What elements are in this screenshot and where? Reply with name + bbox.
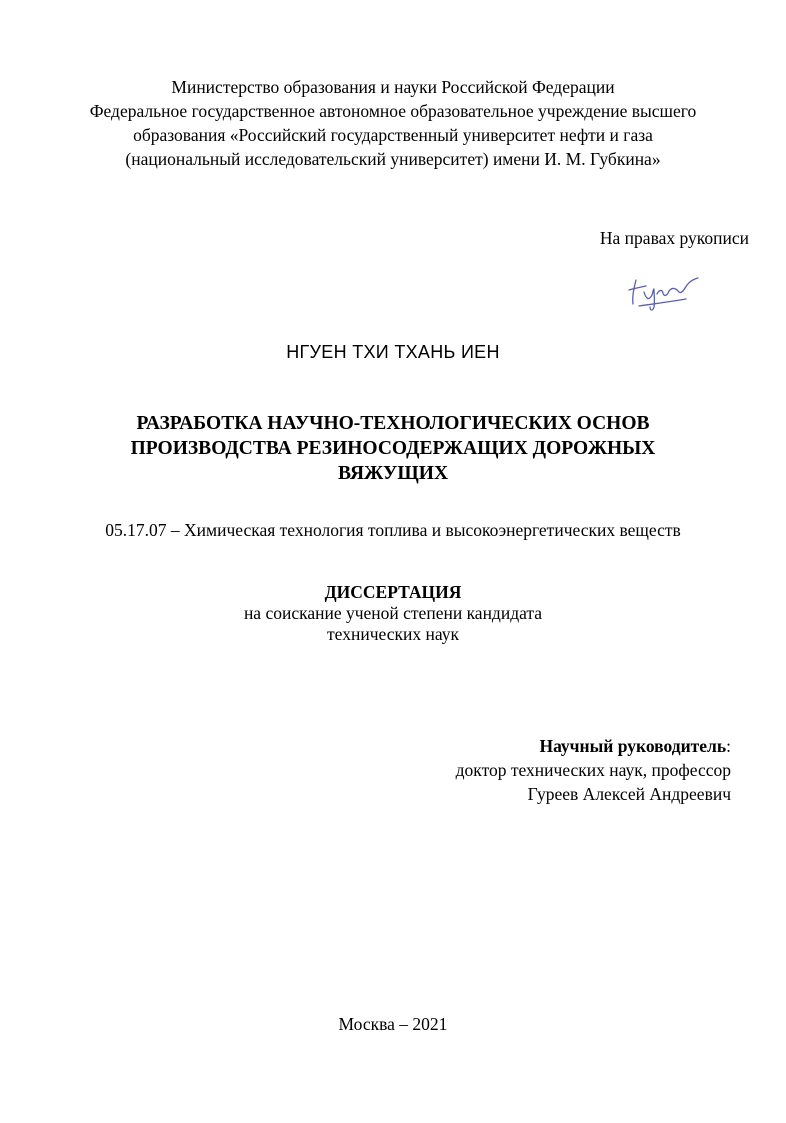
city-year: Москва – 2021 bbox=[338, 1014, 448, 1034]
manuscript-rights-label: На правах рукописи bbox=[599, 228, 749, 248]
supervisor-block bbox=[456, 734, 731, 806]
supervisor-heading bbox=[456, 734, 731, 758]
title-line: РАЗРАБОТКА НАУЧНО-ТЕХНОЛОГИЧЕСКИХ ОСНОВ bbox=[136, 413, 650, 434]
handwritten-signature bbox=[624, 266, 704, 314]
header-line: (национальный исследовательский университет) имени И. М. Губкина» bbox=[125, 149, 661, 169]
supervisor-name: Гуреев Алексей Андреевич bbox=[527, 784, 731, 804]
specialty-code: 05.17.07 – Химическая технология топлива и высокоэнергетических веществ bbox=[105, 520, 681, 540]
degree-block bbox=[0, 582, 786, 645]
supervisor-degree: доктор технических наук, профессор bbox=[455, 760, 731, 780]
dissertation-title bbox=[0, 411, 786, 486]
institution-header bbox=[0, 75, 786, 171]
author-name: НГУЕН ТХИ ТХАНЬ ИЕН bbox=[286, 342, 500, 362]
title-line: ВЯЖУЩИХ bbox=[337, 463, 449, 484]
header-line: образования «Российский государственный университет нефти и газа bbox=[133, 125, 653, 145]
supervisor-label-colon: : bbox=[726, 736, 731, 756]
work-type-heading: ДИССЕРТАЦИЯ bbox=[324, 582, 462, 602]
degree-line: технических наук bbox=[327, 624, 459, 644]
supervisor-label: Научный руководитель bbox=[539, 736, 727, 756]
header-line: Министерство образования и науки Российской Федерации bbox=[171, 77, 615, 97]
title-line: ПРОИЗВОДСТВА РЕЗИНОСОДЕРЖАЩИХ ДОРОЖНЫХ bbox=[130, 438, 656, 459]
degree-line: на соискание ученой степени кандидата bbox=[243, 603, 543, 623]
header-line: Федеральное государственное автономное образовательное учреждение высшего bbox=[89, 101, 697, 121]
